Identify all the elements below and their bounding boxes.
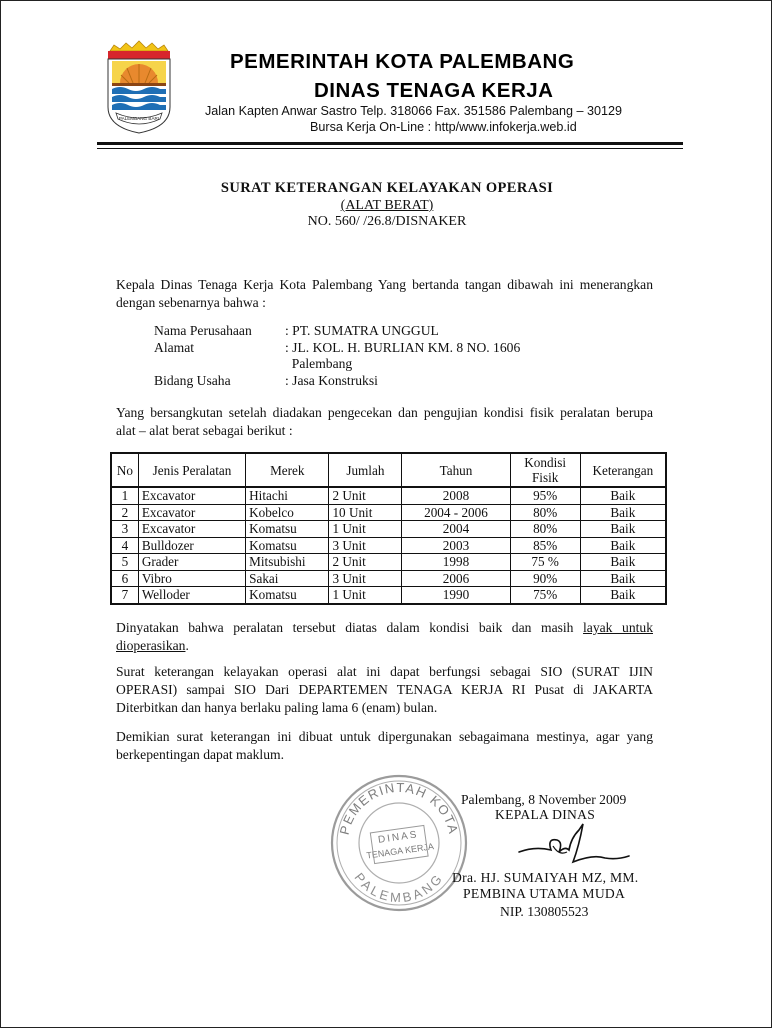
cell-condition: 85% bbox=[510, 537, 580, 554]
field-label bbox=[154, 356, 285, 373]
document-title: SURAT KETERANGAN KELAYAKAN OPERASI bbox=[220, 180, 554, 196]
cell-condition: 80% bbox=[510, 521, 580, 538]
table-row bbox=[111, 587, 666, 604]
cell-year: 2008 bbox=[402, 487, 510, 504]
cell-year: 2004 bbox=[402, 521, 510, 538]
declaration-underlined: layak untuk bbox=[583, 620, 653, 635]
cell-remarks: Baik bbox=[580, 504, 666, 521]
lead-line-1: Yang bersangkutan setelah diadakan pengecekan dan pengujian kondisi fisik peralatan berupa bbox=[116, 405, 653, 420]
table-row bbox=[111, 521, 666, 538]
field-value: Palembang bbox=[285, 356, 353, 371]
cell-condition: 80% bbox=[510, 504, 580, 521]
cell-remarks: Baik bbox=[580, 521, 666, 538]
cell-no: 2 bbox=[111, 504, 138, 521]
cell-brand: Sakai bbox=[246, 570, 329, 587]
field-value: : Jasa Konstruksi bbox=[285, 372, 378, 388]
cell-brand: Komatsu bbox=[246, 587, 329, 604]
intro-paragraph bbox=[116, 276, 653, 312]
stamp-center-2: TENAGA KERJA bbox=[365, 841, 435, 861]
cell-condition: 95% bbox=[510, 487, 580, 504]
field-label: Bidang Usaha bbox=[154, 372, 231, 388]
table-row bbox=[111, 487, 666, 504]
field-label: Alamat bbox=[154, 339, 195, 355]
declaration-paragraph bbox=[116, 619, 653, 655]
letterhead-rule-thick bbox=[97, 142, 683, 145]
declaration-line-2 bbox=[116, 637, 653, 655]
equipment-table bbox=[110, 452, 667, 605]
table-row bbox=[111, 554, 666, 571]
validity-paragraph bbox=[116, 663, 653, 717]
table-header-row bbox=[111, 453, 666, 487]
field-row-company bbox=[154, 323, 585, 340]
table-row bbox=[111, 504, 666, 521]
cell-no: 7 bbox=[111, 587, 138, 604]
col-header-quantity: Jumlah bbox=[329, 453, 402, 487]
cell-type: Vibro bbox=[138, 570, 245, 587]
cell-remarks: Baik bbox=[580, 554, 666, 571]
field-value: : JL. KOL. H. BURLIAN KM. 8 NO. 1606 bbox=[285, 339, 521, 355]
cell-brand: Mitsubishi bbox=[246, 554, 329, 571]
closing-line-1: Demikian surat keterangan ini dibuat untuk dipergunakan sebagaimana mestinya, agar yang bbox=[116, 729, 653, 744]
letterhead-rule-thin bbox=[97, 148, 683, 149]
cell-condition: 90% bbox=[510, 570, 580, 587]
cell-year: 2004 - 2006 bbox=[402, 504, 510, 521]
cell-quantity: 1 Unit bbox=[329, 587, 402, 604]
equipment-lead-paragraph bbox=[116, 404, 653, 440]
table-row bbox=[111, 570, 666, 587]
field-row-business bbox=[154, 373, 585, 390]
stamp-top-text: PEMERINTAH KOTA bbox=[336, 779, 462, 837]
signatory-nip: NIP. 130805523 bbox=[500, 904, 589, 919]
cell-quantity: 2 Unit bbox=[329, 554, 402, 571]
table-body bbox=[111, 487, 666, 604]
cell-year: 2003 bbox=[402, 537, 510, 554]
declaration-underlined-2: dioperasikan bbox=[116, 638, 186, 653]
cell-remarks: Baik bbox=[580, 570, 666, 587]
field-row-address-city bbox=[154, 356, 585, 373]
cell-quantity: 2 Unit bbox=[329, 487, 402, 504]
cell-remarks: Baik bbox=[580, 587, 666, 604]
letterhead-website: Bursa Kerja On-Line : http/www.infokerja.web.id bbox=[310, 120, 577, 134]
field-value: : PT. SUMATRA UNGGUL bbox=[285, 323, 439, 338]
cell-year: 1998 bbox=[402, 554, 510, 571]
col-header-remarks: Keterangan bbox=[580, 453, 666, 487]
cell-remarks: Baik bbox=[580, 537, 666, 554]
document-subtitle-text: (ALAT BERAT) bbox=[340, 198, 434, 213]
validity-line-1: Surat keterangan kelayakan operasi alat ini dapat berfungsi sebagai SIO (SURAT IJIN bbox=[116, 664, 653, 679]
cell-brand: Kobelco bbox=[246, 504, 329, 521]
stamp-center-1: DINAS bbox=[377, 829, 420, 846]
emblem-motto: PALEMBANG BARI bbox=[118, 116, 160, 121]
cell-remarks: Baik bbox=[580, 487, 666, 504]
intro-line-1: Kepala Dinas Tenaga Kerja Kota Palembang Yang bertanda tangan dibawah ini menerangkan bbox=[116, 277, 653, 292]
cell-type: Excavator bbox=[138, 521, 245, 538]
cell-no: 5 bbox=[111, 554, 138, 571]
letterhead-agency: DINAS TENAGA KERJA bbox=[314, 79, 554, 102]
letterhead-government: PEMERINTAH KOTA PALEMBANG bbox=[230, 50, 575, 73]
cell-year: 2006 bbox=[402, 570, 510, 587]
cell-no: 6 bbox=[111, 570, 138, 587]
col-header-no: No bbox=[111, 453, 138, 487]
cell-quantity: 10 Unit bbox=[329, 504, 402, 521]
signatory-name: Dra. HJ. SUMAIYAH MZ, MM. bbox=[452, 870, 639, 885]
declaration-period: . bbox=[185, 638, 189, 653]
cell-quantity: 1 Unit bbox=[329, 521, 402, 538]
cell-type: Grader bbox=[138, 554, 245, 571]
cell-type: Bulldozer bbox=[138, 537, 245, 554]
company-details bbox=[154, 323, 585, 389]
cell-year: 1990 bbox=[402, 587, 510, 604]
cell-type: Welloder bbox=[138, 587, 245, 604]
signatory-rank: PEMBINA UTAMA MUDA bbox=[463, 886, 626, 901]
signature-place-date: Palembang, 8 November 2009 bbox=[461, 792, 627, 807]
lead-line-2: alat – alat berat sebagai berikut : bbox=[116, 423, 293, 438]
cell-quantity: 3 Unit bbox=[329, 570, 402, 587]
col-header-condition bbox=[510, 453, 580, 487]
field-row-address bbox=[154, 340, 585, 357]
cell-condition: 75 % bbox=[510, 554, 580, 571]
handwritten-signature bbox=[513, 816, 633, 872]
signature-role: KEPALA DINAS bbox=[495, 807, 596, 822]
closing-line-2: berkepentingan dapat maklum. bbox=[116, 747, 284, 762]
validity-line-2: OPERASI) sampai SIO Dari DEPARTEMEN TENAGA KERJA RI Pusat di JAKARTA bbox=[116, 682, 653, 697]
table-row bbox=[111, 537, 666, 554]
col-header-type: Jenis Peralatan bbox=[138, 453, 245, 487]
official-stamp bbox=[328, 771, 470, 915]
city-emblem-icon bbox=[100, 37, 178, 135]
letterhead-address: Jalan Kapten Anwar Sastro Telp. 318066 Fax. 351586 Palembang – 30129 bbox=[205, 104, 623, 118]
col-header-condition-1: Kondisi bbox=[524, 455, 567, 470]
cell-quantity: 3 Unit bbox=[329, 537, 402, 554]
col-header-brand: Merek bbox=[246, 453, 329, 487]
declaration-line-1 bbox=[116, 619, 653, 637]
cell-type: Excavator bbox=[138, 487, 245, 504]
intro-line-2: dengan sebenarnya bahwa : bbox=[116, 295, 266, 310]
validity-line-3: Diterbitkan dan hanya berlaku paling lama 6 (enam) bulan. bbox=[116, 700, 438, 715]
cell-no: 4 bbox=[111, 537, 138, 554]
cell-type: Excavator bbox=[138, 504, 245, 521]
closing-paragraph bbox=[116, 728, 653, 764]
cell-brand: Komatsu bbox=[246, 537, 329, 554]
document-subtitle bbox=[1, 198, 772, 214]
cell-condition: 75% bbox=[510, 587, 580, 604]
cell-no: 3 bbox=[111, 521, 138, 538]
cell-brand: Hitachi bbox=[246, 487, 329, 504]
stamp-bottom-text: PALEMBANG bbox=[351, 869, 447, 906]
field-label: Nama Perusahaan bbox=[154, 323, 252, 338]
col-header-year: Tahun bbox=[402, 453, 510, 487]
cell-brand: Komatsu bbox=[246, 521, 329, 538]
svg-text:PEMERINTAH KOTA bbox=[337, 780, 462, 836]
col-header-condition-2: Fisik bbox=[531, 470, 559, 485]
cell-no: 1 bbox=[111, 487, 138, 504]
declaration-text: Dinyatakan bahwa peralatan tersebut diatas dalam kondisi baik dan masih bbox=[116, 620, 584, 635]
document-number: NO. 560/ /26.8/DISNAKER bbox=[307, 214, 467, 229]
